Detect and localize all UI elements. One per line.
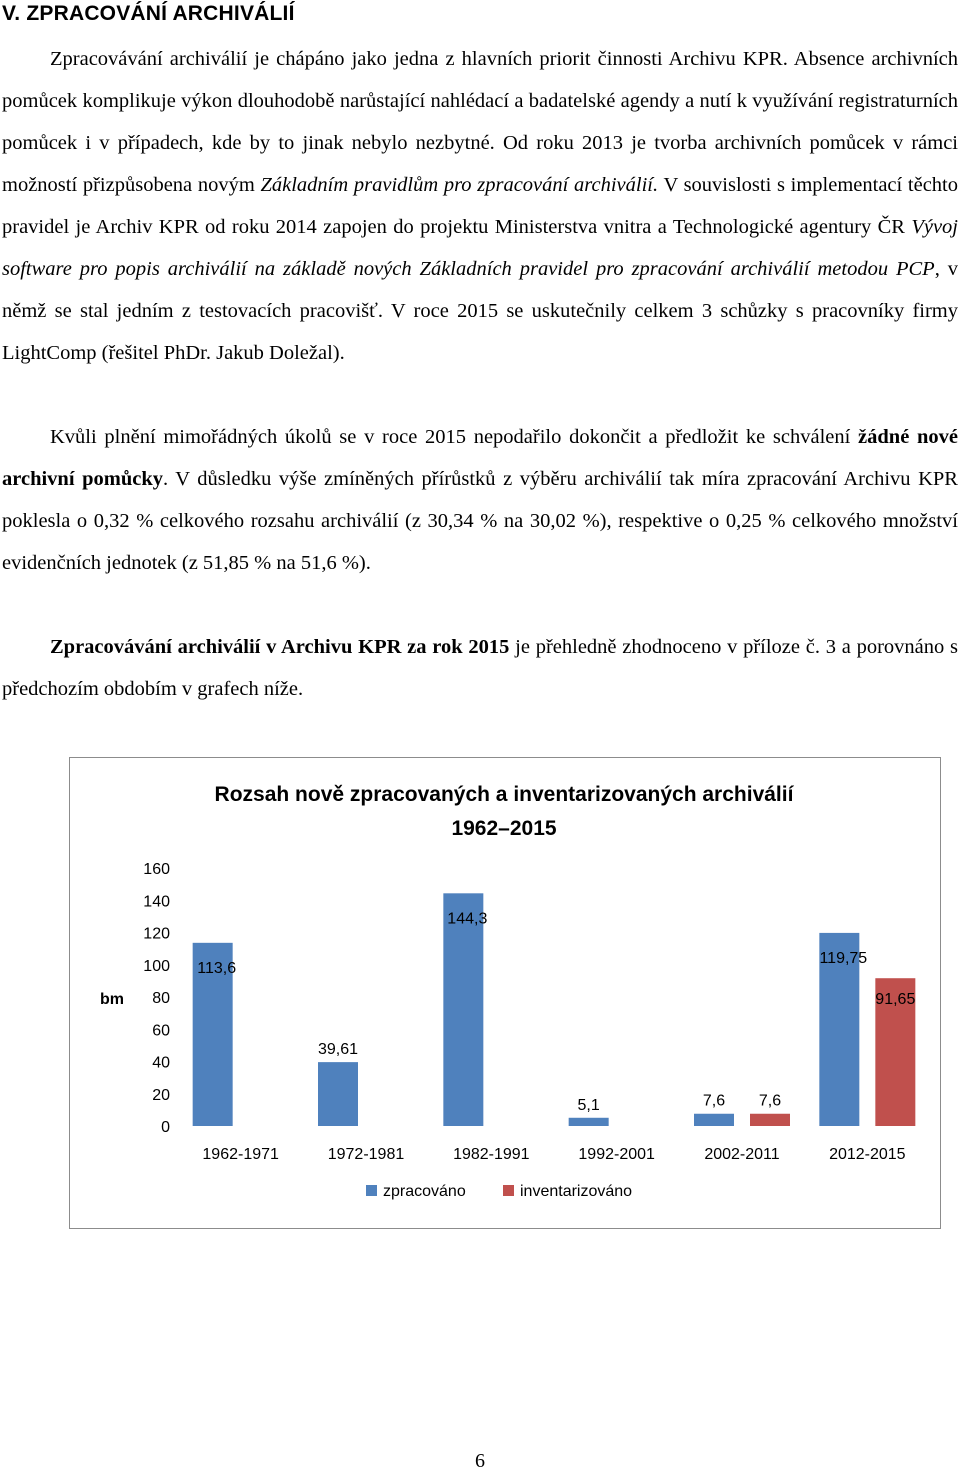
y-tick-label: 140 <box>143 893 170 911</box>
chart-title-line1: Rozsah nově zpracovaných a inventarizovaných archiválií <box>214 783 794 806</box>
chart-canvas <box>70 758 940 1228</box>
y-tick-label: 0 <box>161 1119 170 1136</box>
paragraph-text: Zpracovávání archiválií je chápáno jako jedna z hlavních priorit činnosti Archivu KPR. Absence archivních pomůcek komplikuje výkon dlouhodobě narůstající nahlédací a badatelské agendy a nutí k využívání registraturních pomůcek i v případech, kde by to jinak nebylo nezbytné. Od roku 2013 je tvorba archivních pomůcek v rámci možností přizpůsobena novým <box>2 48 958 196</box>
bar-inventarizovano <box>750 1114 790 1126</box>
y-tick-label: 80 <box>152 990 170 1007</box>
bar-zpracovano <box>318 1062 358 1126</box>
legend-label: zpracováno <box>383 1183 466 1200</box>
data-label: 7,6 <box>702 1092 726 1110</box>
x-tick-label: 1972-1981 <box>327 1146 405 1163</box>
y-tick-label: 120 <box>143 925 170 943</box>
bold-no-new-aids: žádné nové archivní pomůcky <box>2 426 958 490</box>
paragraph-text: V souvislosti s implementací těchto pravidel je Archiv KPR od roku 2014 zapojen do projektu Ministerstva vnitra a Technologické agentury ČR <box>2 174 959 238</box>
data-label: 113,6 <box>197 959 237 977</box>
paragraph-text: . V důsledku výše zmíněných přírůstků z výběru archiválií tak míra zpracování Archivu KPR poklesla o 0,32 % celkového rozsahu archiválií (z 30,34 % na 30,02 %), respektive o 0,25 % celkového množství evidenčních jednotek (z 51,85 % na 51,6 %). <box>2 468 958 574</box>
x-tick-label: 2002-2011 <box>704 1146 780 1163</box>
chart-data-labels <box>197 910 915 1113</box>
data-label: 5,1 <box>577 1096 600 1114</box>
data-label: 91,65 <box>875 991 916 1009</box>
x-axis-ticks <box>202 1146 905 1163</box>
x-tick-label: 1992-2001 <box>578 1146 655 1163</box>
italic-rules-title: Základním pravidlům pro zpracování archiválií. <box>260 174 659 196</box>
x-tick-label: 2012-2015 <box>829 1146 906 1163</box>
bold-summary-title: Zpracovávání archiválií v Archivu KPR za rok 2015 <box>50 636 510 658</box>
bar-chart <box>69 757 941 1229</box>
paragraph-intro <box>2 38 958 374</box>
y-axis-ticks <box>143 861 170 1136</box>
legend-label: inventarizováno <box>520 1183 633 1200</box>
y-tick-label: 100 <box>143 957 170 975</box>
section-heading: V. ZPRACOVÁNÍ ARCHIVÁLIÍ <box>2 2 295 25</box>
y-tick-label: 60 <box>152 1022 170 1040</box>
paragraph-text: je přehledně zhodnoceno v příloze č. 3 a porovnáno s předchozím obdobím v grafech níže. <box>2 636 958 700</box>
data-label: 144,3 <box>447 910 488 928</box>
chart-legend <box>366 1183 632 1200</box>
bar-zpracovano <box>443 893 483 1126</box>
chart-bars <box>193 893 916 1126</box>
y-tick-label: 20 <box>152 1086 170 1104</box>
paragraph-text: Kvůli plnění mimořádných úkolů se v roce 2015 nepodařilo dokončit a předložit ke schválení <box>50 426 859 448</box>
x-tick-label: 1982-1991 <box>453 1146 530 1163</box>
bar-zpracovano <box>694 1114 734 1126</box>
y-tick-label: 40 <box>152 1054 170 1072</box>
paragraph-processing-status <box>2 416 958 584</box>
y-axis-label: bm <box>100 991 124 1008</box>
paragraph-summary <box>2 626 958 710</box>
bar-zpracovano <box>569 1118 609 1126</box>
data-label: 119,75 <box>819 949 868 967</box>
x-tick-label: 1962-1971 <box>202 1146 279 1163</box>
chart-title-line2: 1962–2015 <box>451 817 557 840</box>
legend-swatch <box>366 1185 377 1196</box>
paragraph-text: , v němž se stal jedním z testovacích pracovišť. V roce 2015 se uskutečnily celkem 3 schůzky s pracovníky firmy LightComp (řešitel PhDr. Jakub Doležal). <box>2 258 959 364</box>
data-label: 7,6 <box>758 1092 782 1110</box>
data-label: 39,61 <box>317 1041 359 1059</box>
page-number: 6 <box>475 1450 485 1472</box>
italic-project-title: Vývoj software pro popis archiválií na základě nových Základních pravidel pro zpracování archiválií metodou PCP <box>2 216 958 280</box>
legend-swatch <box>503 1185 514 1196</box>
y-tick-label: 160 <box>143 861 170 878</box>
